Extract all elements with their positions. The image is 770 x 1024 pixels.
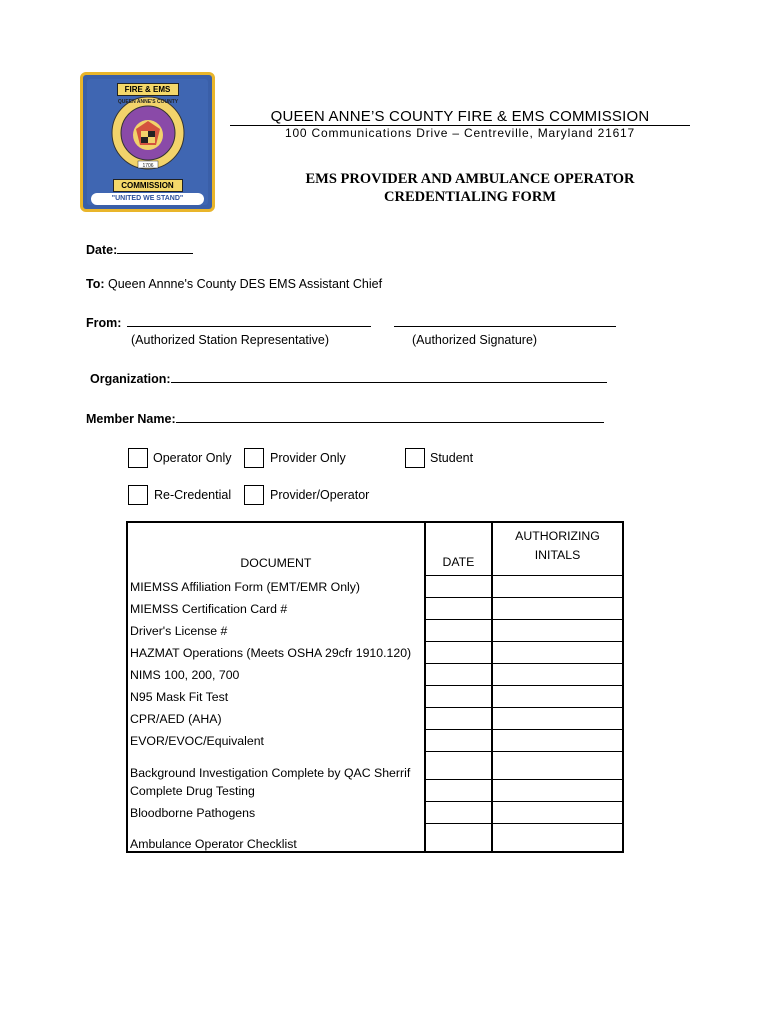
provider-only-checkbox[interactable] xyxy=(244,448,264,468)
date-cell[interactable] xyxy=(425,576,492,598)
provider-operator-checkbox[interactable] xyxy=(244,485,264,505)
to-label: To: xyxy=(86,277,105,291)
organization-label: Organization: xyxy=(90,372,171,386)
station-representative-field[interactable] xyxy=(127,315,371,327)
to-row xyxy=(86,277,382,291)
form-title-line2: CREDENTIALING FORM xyxy=(384,189,556,205)
initials-cell[interactable] xyxy=(492,576,623,598)
commission-logo xyxy=(80,72,215,212)
from-label: From: xyxy=(86,316,122,330)
document-name-cell: N95 Mask Fit Test xyxy=(130,689,229,704)
document-name-cell: CPR/AED (AHA) xyxy=(130,711,222,726)
initials-cell[interactable] xyxy=(492,824,623,853)
from-caption-right: (Authorized Signature) xyxy=(412,333,538,347)
to-value: Queen Annne's County DES EMS Assistant Chief xyxy=(108,277,383,291)
date-cell[interactable] xyxy=(425,824,492,853)
auth-header-line2: INITALS xyxy=(534,548,581,562)
document-name-cell: Driver's License # xyxy=(130,623,228,638)
operator-only-label: Operator Only xyxy=(153,451,232,465)
date-cell[interactable] xyxy=(425,708,492,730)
date-label: Date: xyxy=(86,243,118,257)
date-cell[interactable] xyxy=(425,664,492,686)
document-name-cell: Complete Drug Testing xyxy=(130,783,255,798)
member-name-label: Member Name: xyxy=(86,412,176,426)
logo-top-banner: FIRE & EMS xyxy=(117,83,179,96)
document-table xyxy=(126,521,624,853)
document-name-cell: EVOR/EVOC/Equivalent xyxy=(130,733,264,748)
organization-name: QUEEN ANNE’S COUNTY FIRE & EMS COMMISSION xyxy=(230,108,690,126)
auth-header-line1: AUTHORIZING xyxy=(515,529,600,543)
date-column-header: DATE xyxy=(425,522,492,576)
date-cell[interactable] xyxy=(425,686,492,708)
initials-cell[interactable] xyxy=(492,686,623,708)
authorized-signature-field[interactable] xyxy=(394,315,616,327)
initials-cell[interactable] xyxy=(492,664,623,686)
form-title xyxy=(250,170,690,206)
initials-cell[interactable] xyxy=(492,802,623,824)
table-row xyxy=(127,686,623,708)
date-cell[interactable] xyxy=(425,780,492,802)
initials-cell[interactable] xyxy=(492,780,623,802)
provider-operator-label: Provider/Operator xyxy=(270,488,370,502)
table-row xyxy=(127,620,623,642)
from-row xyxy=(86,315,616,330)
table-row xyxy=(127,780,623,802)
table-row xyxy=(127,576,623,598)
initials-cell[interactable] xyxy=(492,752,623,780)
table-row xyxy=(127,824,623,853)
from-caption-left: (Authorized Station Representative) xyxy=(131,333,330,347)
member-name-row xyxy=(86,411,604,426)
member-name-field[interactable] xyxy=(176,411,604,423)
initials-cell[interactable] xyxy=(492,598,623,620)
date-cell[interactable] xyxy=(425,802,492,824)
initials-cell[interactable] xyxy=(492,730,623,752)
operator-only-checkbox[interactable] xyxy=(128,448,148,468)
student-checkbox[interactable] xyxy=(405,448,425,468)
date-cell[interactable] xyxy=(425,642,492,664)
county-seal-icon xyxy=(110,95,186,171)
authorizing-initials-column-header xyxy=(492,522,623,576)
date-row xyxy=(86,242,193,257)
table-row xyxy=(127,642,623,664)
logo-motto: "UNITED WE STAND" xyxy=(91,193,204,205)
table-body xyxy=(127,576,623,853)
logo-bottom-banner: COMMISSION xyxy=(113,179,183,192)
student-label: Student xyxy=(430,451,474,465)
document-name-cell: MIEMSS Affiliation Form (EMT/EMR Only) xyxy=(130,579,361,594)
provider-only-label: Provider Only xyxy=(270,451,346,465)
document-name-cell: Background Investigation Complete by QAC Sherrif xyxy=(130,765,411,780)
organization-address: 100 Communications Drive – Centreville, Maryland 21617 xyxy=(284,126,635,140)
date-cell[interactable] xyxy=(425,752,492,780)
table-row xyxy=(127,598,623,620)
initials-cell[interactable] xyxy=(492,708,623,730)
organization-row xyxy=(90,371,607,386)
table-row xyxy=(127,664,623,686)
organization-field[interactable] xyxy=(171,371,607,383)
document-name-cell: NIMS 100, 200, 700 xyxy=(130,667,240,682)
date-cell[interactable] xyxy=(425,620,492,642)
seal-text: QUEEN ANNE'S COUNTY xyxy=(117,99,179,105)
table-header-row xyxy=(127,522,623,576)
document-name-cell: MIEMSS Certification Card # xyxy=(130,601,288,616)
table-row xyxy=(127,708,623,730)
form-title-line1: EMS PROVIDER AND AMBULANCE OPERATOR xyxy=(305,171,635,187)
initials-cell[interactable] xyxy=(492,642,623,664)
date-cell[interactable] xyxy=(425,730,492,752)
table-row xyxy=(127,802,623,824)
table-row xyxy=(127,730,623,752)
table-row xyxy=(127,752,623,780)
seal-year: 1706 xyxy=(142,163,154,169)
re-credential-label: Re-Credential xyxy=(154,488,232,502)
date-field[interactable] xyxy=(117,242,193,254)
date-cell[interactable] xyxy=(425,598,492,620)
initials-cell[interactable] xyxy=(492,620,623,642)
document-name-cell: Ambulance Operator Checklist xyxy=(130,837,297,851)
document-name-cell: HAZMAT Operations (Meets OSHA 29cfr 1910.120) xyxy=(130,645,412,660)
document-name-cell: Bloodborne Pathogens xyxy=(130,805,256,820)
document-column-header: DOCUMENT xyxy=(240,555,312,570)
re-credential-checkbox[interactable] xyxy=(128,485,148,505)
